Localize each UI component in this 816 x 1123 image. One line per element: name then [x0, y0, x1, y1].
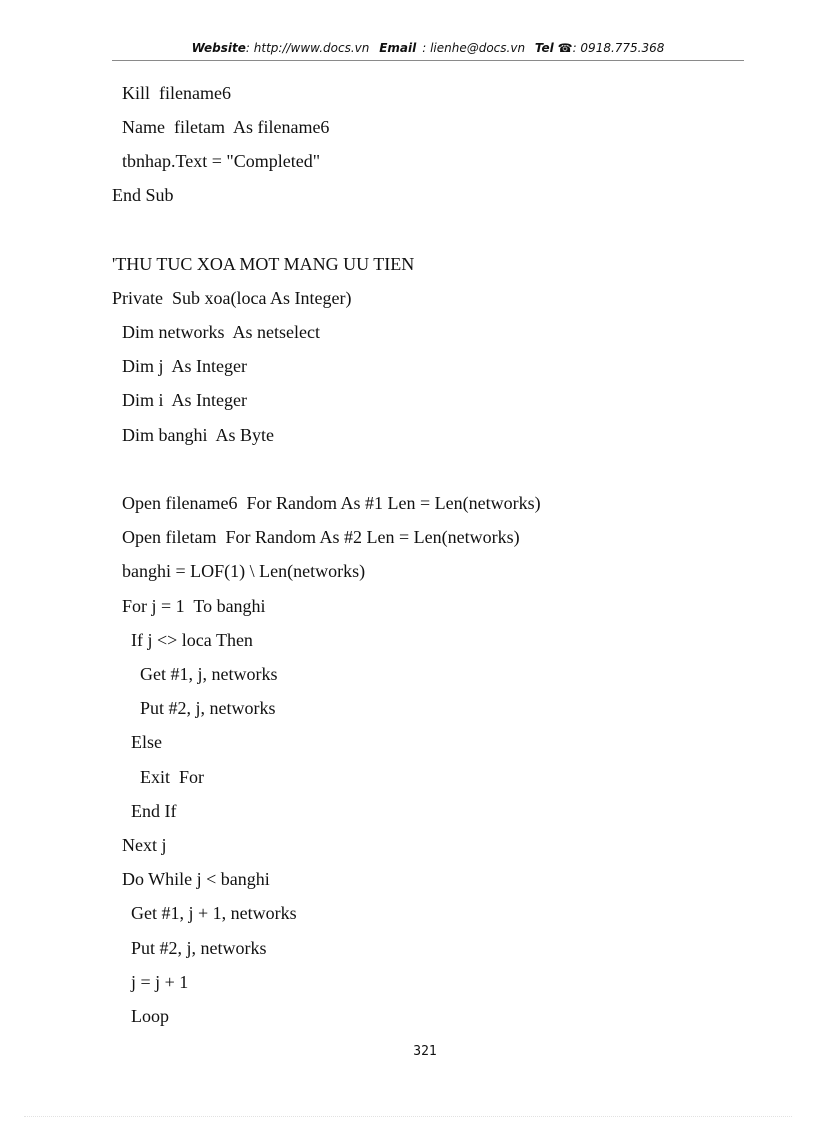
code-line: If j <> loca Then [131, 630, 253, 650]
code-line: For j = 1 To banghi [122, 596, 266, 616]
code-line: Put #2, j, networks [131, 938, 267, 958]
code-line: Name filetam As filename6 [122, 117, 330, 137]
code-line: Dim networks As netselect [122, 322, 320, 342]
code-line: Put #2, j, networks [140, 698, 276, 718]
header-email-label: Email [379, 41, 417, 55]
code-line: Kill filename6 [122, 83, 231, 103]
code-comment-line: 'THU TUC XOA MOT MANG UU TIEN [112, 254, 415, 274]
page-number: 321 [413, 1044, 437, 1059]
code-line: Dim banghi As Byte [122, 425, 274, 445]
header-tel-value: : 0918.775.368 [572, 41, 665, 55]
page-header [112, 38, 744, 61]
code-line: Else [131, 732, 162, 752]
code-line: Private Sub xoa(loca As Integer) [112, 288, 352, 308]
header-website-value: : http://www.docs.vn [245, 41, 370, 55]
code-line: Open filename6 For Random As #1 Len = Len(networks) [122, 493, 541, 513]
code-line: End If [131, 801, 177, 821]
code-line: Do While j < banghi [122, 869, 270, 889]
code-line: Dim j As Integer [122, 356, 247, 376]
code-line: j = j + 1 [131, 972, 189, 992]
code-line: Exit For [140, 767, 205, 787]
header-tel-label: Tel [534, 41, 554, 55]
code-line: banghi = LOF(1) \ Len(networks) [122, 561, 366, 581]
header-website-label: Website [191, 41, 246, 55]
code-line: Open filetam For Random As #2 Len = Len(networks) [122, 527, 520, 547]
code-line: Get #1, j, networks [140, 664, 278, 684]
header-email-value: : lienhe@docs.vn [422, 41, 526, 55]
code-line: End Sub [112, 185, 174, 205]
code-line: Next j [122, 835, 167, 855]
phone-icon: ☎ [557, 41, 573, 55]
code-line: Get #1, j + 1, networks [131, 903, 297, 923]
code-line: tbnhap.Text = "Completed" [122, 151, 321, 171]
bottom-divider [24, 1116, 792, 1117]
code-line: Dim i As Integer [122, 390, 247, 410]
code-line: Loop [131, 1006, 169, 1026]
